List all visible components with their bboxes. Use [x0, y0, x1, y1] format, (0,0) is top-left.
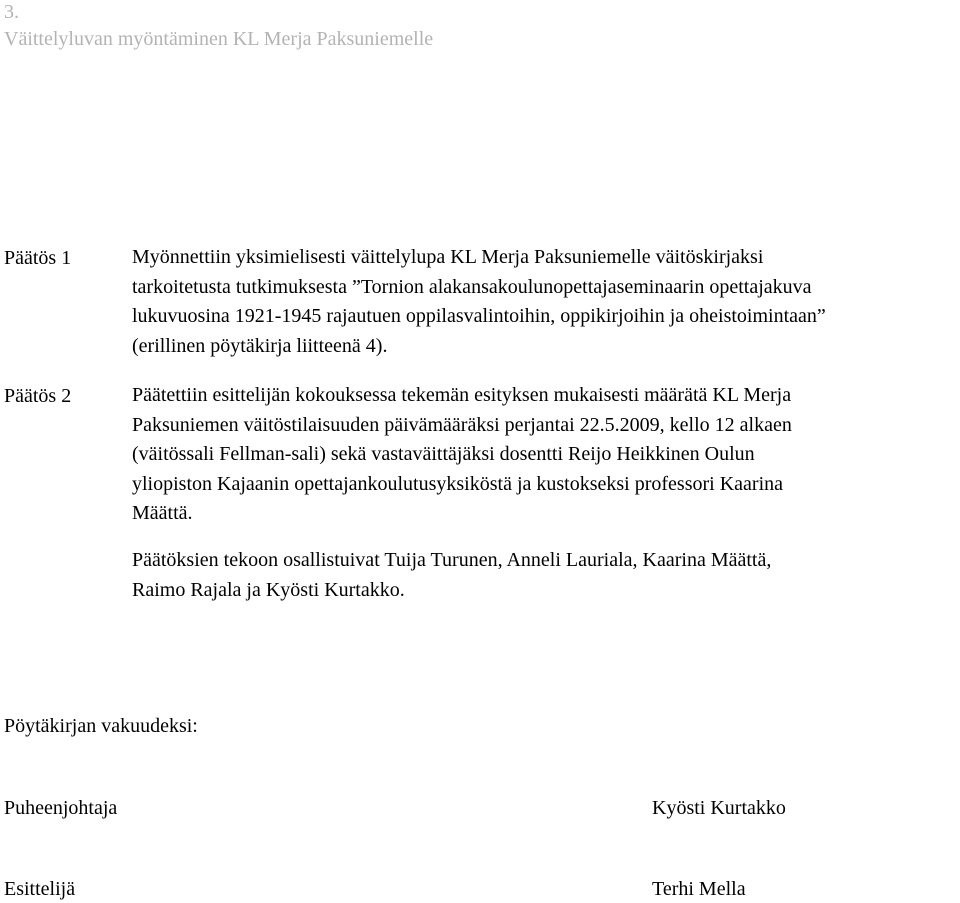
participants-text — [132, 546, 958, 605]
signature-role-chair: Puheenjohtaja — [4, 797, 118, 819]
text-line: Päätettiin esittelijän kokouksessa tekemän esityksen mukaisesti määrätä KL Merja — [132, 384, 792, 406]
signature-role-presenter: Esittelijä — [4, 878, 76, 900]
text-line: Määttä. — [132, 502, 193, 524]
text-line: (väitössali Fellman-sali) sekä vastaväittäjäksi dosentti Reijo Heikkinen Oulun — [132, 443, 755, 465]
text-line: Myönnettiin yksimielisesti väittelylupa KL Merja Paksuniemelle väitöskirjaksi — [132, 246, 764, 268]
signature-name-presenter: Terhi Mella — [652, 878, 746, 900]
section-number: 3. — [4, 1, 19, 23]
text-line: Raimo Rajala ja Kyösti Kurtakko. — [132, 578, 405, 601]
text-line: Paksuniemen väitöstilaisuuden päivämääräksi perjantai 22.5.2009, kello 12 alkaen — [132, 413, 792, 436]
decision-1-text — [132, 243, 958, 361]
signature-heading: Pöytäkirjan vakuudeksi: — [4, 715, 198, 737]
decision-2-label: Päätös 2 — [4, 385, 72, 407]
decision-1-label: Päätös 1 — [4, 247, 72, 269]
signature-name-chair: Kyösti Kurtakko — [652, 797, 786, 819]
section-title: Väittelyluvan myöntäminen KL Merja Paksuniemelle — [4, 28, 434, 50]
text-line: (erillinen pöytäkirja liitteenä 4). — [132, 334, 388, 357]
text-line: tarkoitetusta tutkimuksesta ”Tornion alakansakoulunopettajaseminaarin opettajakuva — [132, 275, 812, 298]
text-line: Päätöksien tekoon osallistuivat Tuija Turunen, Anneli Lauriala, Kaarina Määttä, — [132, 549, 772, 571]
decision-2-text — [132, 381, 958, 529]
text-line: lukuvuosina 1921-1945 rajautuen oppilasvalintoihin, oppikirjoihin ja oheistoimintaan” — [132, 305, 826, 327]
text-line: yliopiston Kajaanin opettajankoulutusyksiköstä ja kustokseksi professori Kaarina — [132, 472, 783, 495]
